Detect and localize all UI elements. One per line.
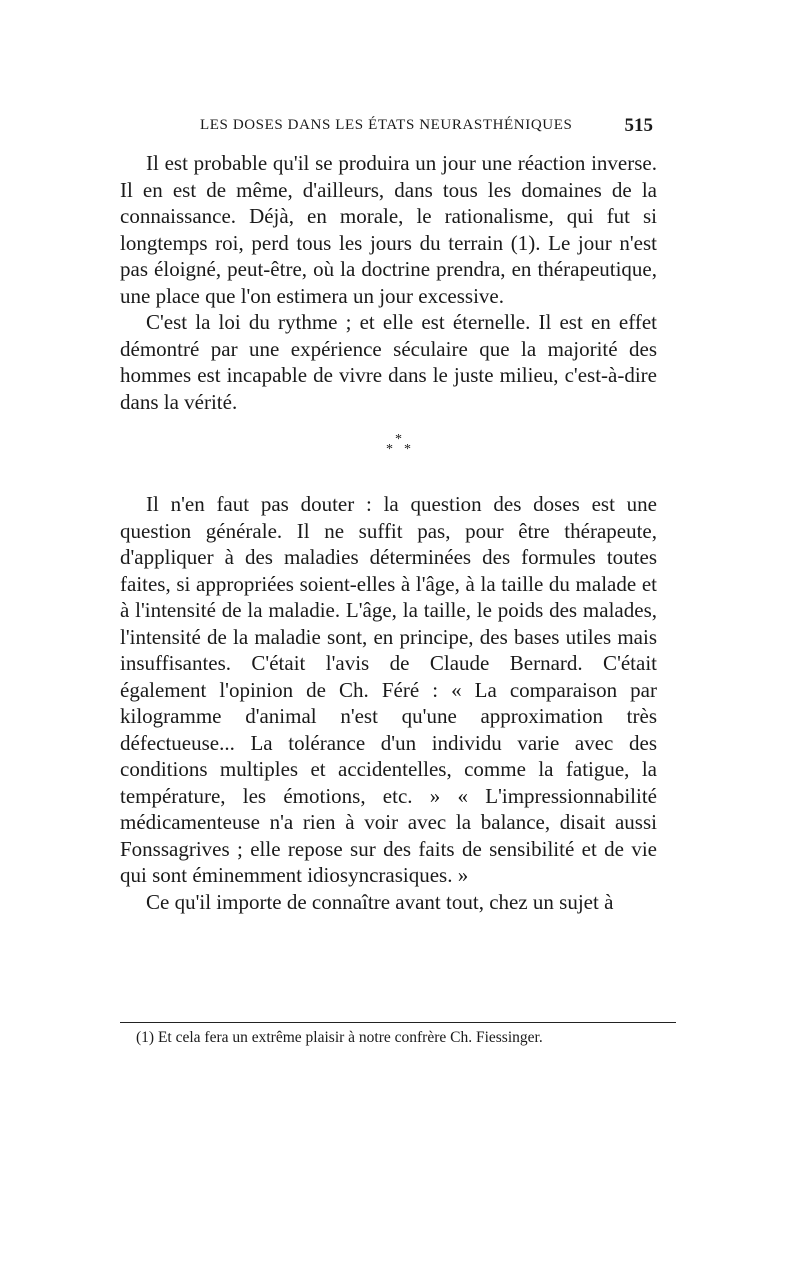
paragraph-rationalism: Il est probable qu'il se produira un jour une réaction inverse. Il en est de même, d'ailleurs, dans tous les domaines de la connaissance. Déjà, en morale, le rationalisme, qui fut si longtemps roi, perd tous les jours du terrain (1). Le jour n'est pas éloigné, peut-être, où la doctrine prendra, en thérapeutique, une place que l'on estimera un jour excessive.	[120, 151, 657, 308]
asterism-star-left: *	[386, 442, 393, 457]
asterism-star-right: *	[404, 442, 411, 457]
running-title: LES DOSES DANS LES ÉTATS NEURASTHÉNIQUES	[200, 117, 573, 133]
paragraph-doses-question: Il n'en faut pas douter : la question des doses est une question générale. Il ne suffit pas, pour être thérapeute, d'appliquer à des maladies déterminées des formules toutes faites, si appropriées soient-elles à l'âge, à la taille du malade et à l'intensité de la maladie. L'âge, la taille, le poids des malades, l'intensité de la maladie sont, en principe, des bases utiles mais insuffisantes. C'était l'avis de Claude Bernard. C'était également l'opinion de Ch. Féré : « La comparaison par kilogramme d'animal n'est qu'une approximation très défectueuse... La tolérance d'un individu varie avec des conditions multiples et accidentelles, comme la fatigue, la température, les émotions, etc. » « L'impressionnabilité médicamenteuse n'a rien à voir avec la balance, disait aussi Fonssagrives ; elle repose sur des faits de sensibilité et de vie qui sont éminemment idiosyncrasiques. »	[120, 492, 657, 887]
body-text	[120, 150, 657, 915]
paragraph-continuation: Ce qu'il importe de connaître avant tout, chez un sujet à	[146, 889, 614, 914]
asterism-star-top: *	[395, 432, 402, 447]
section-asterism	[120, 415, 657, 491]
page-number: 515	[624, 115, 653, 136]
running-head	[200, 117, 653, 141]
footnote: (1) Et cela fera un extrême plaisir à notre confrère Ch. Fiessinger.	[136, 1029, 543, 1046]
paragraph-rhythm-law: C'est la loi du rythme ; et elle est éternelle. Il est en effet démontré par une expérience séculaire que la majorité des hommes est incapable de vivre dans le juste milieu, c'est-à-dire dans la vérité.	[120, 310, 657, 414]
footnote-divider	[120, 1022, 676, 1023]
